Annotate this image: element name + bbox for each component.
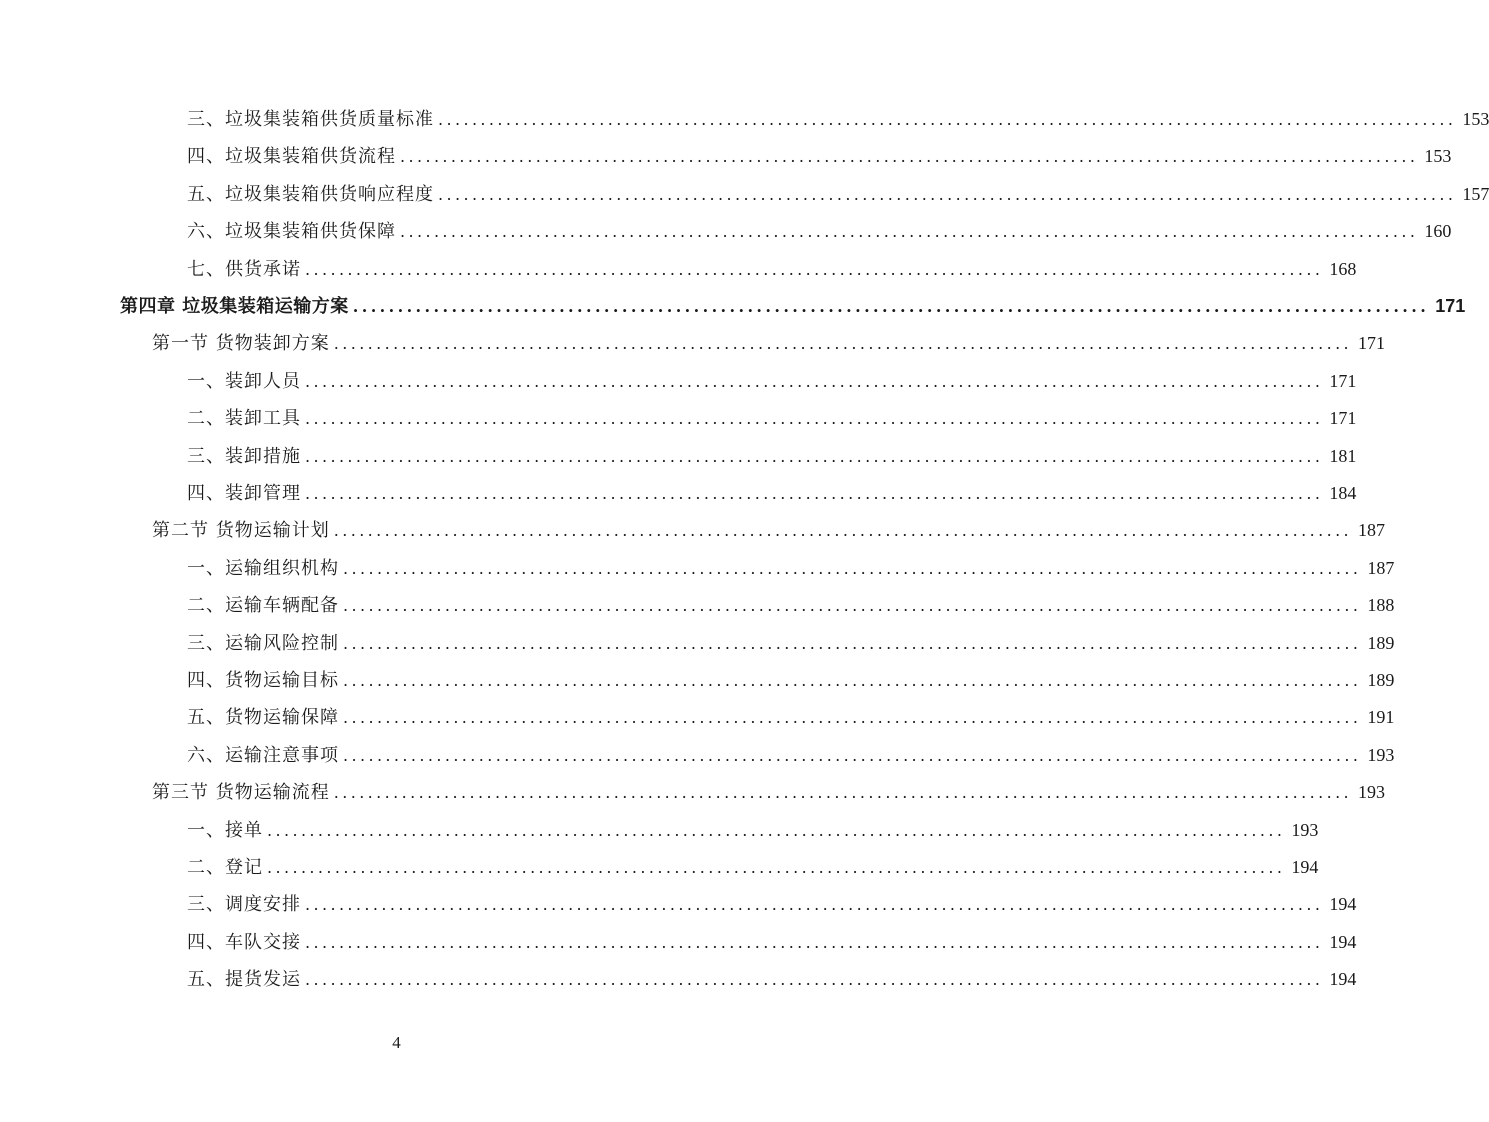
toc-subsection-entry[interactable] [187, 851, 1319, 883]
toc-entry-title: 一、接单 [187, 819, 263, 841]
toc-entry-title: 第一节 货物装卸方案 [152, 333, 330, 355]
toc-dot-leader: ........................................................................................................................ [305, 446, 1324, 466]
toc-entry-title: 四、装卸管理 [187, 483, 301, 504]
toc-dot-leader: ........................................................................................................................ [343, 671, 1362, 690]
toc-dot-leader: ........................................................................................................................ [305, 932, 1324, 952]
toc-entry-title: 七、供货承诺 [187, 258, 301, 280]
toc-entry-page: 194 [1329, 969, 1357, 990]
toc-subsection-entry[interactable] [187, 888, 1357, 920]
toc-subsection-entry[interactable] [187, 477, 1357, 509]
page-number: 4 [392, 1033, 401, 1052]
toc-subsection-entry[interactable] [187, 814, 1319, 846]
toc-entry-page: 194 [1329, 894, 1357, 915]
toc-entry-page: 191 [1367, 707, 1395, 728]
toc-entry-page: 189 [1367, 670, 1395, 690]
toc-subsection-entry[interactable] [187, 701, 1395, 733]
toc-dot-leader: ........................................................................................................................ [267, 820, 1286, 840]
toc-dot-leader: ........................................................................................................................ [343, 708, 1362, 728]
toc-entry-page: 153 [1462, 109, 1489, 129]
toc-entry-page: 171 [1358, 333, 1386, 354]
toc-entry-title: 第三节 货物运输流程 [152, 782, 330, 804]
toc-dot-leader: ........................................................................................................................ [438, 110, 1457, 129]
toc-subsection-entry[interactable] [187, 365, 1357, 397]
toc-entry-title: 三、垃圾集装箱供货质量标准 [187, 109, 434, 130]
toc-entry-page: 189 [1367, 632, 1395, 653]
toc-dot-leader: ........................................................................................................................ [305, 371, 1324, 391]
toc-entry-title: 一、运输组织机构 [187, 557, 339, 579]
toc-subsection-entry[interactable] [187, 178, 1489, 210]
toc-subsection-entry[interactable] [187, 963, 1357, 995]
toc-dot-leader: ........................................................................................................................ [352, 297, 1430, 316]
toc-subsection-entry[interactable] [187, 664, 1395, 696]
toc-subsection-entry[interactable] [187, 402, 1357, 434]
toc-dot-leader: ........................................................................................................................ [305, 259, 1324, 279]
toc-dot-leader: ........................................................................................................................ [267, 858, 1286, 877]
toc-entry-page: 188 [1367, 595, 1395, 616]
toc-entry-page: 157 [1462, 183, 1489, 204]
toc-subsection-entry[interactable] [187, 440, 1357, 472]
toc-dot-leader: ........................................................................................................................ [305, 895, 1324, 915]
toc-entry-page: 184 [1329, 483, 1357, 503]
toc-entry-title: 五、提货发运 [187, 969, 301, 991]
toc-dot-leader: ........................................................................................................................ [343, 558, 1362, 578]
toc-dot-leader: ........................................................................................................................ [438, 184, 1457, 204]
toc-dot-leader: ........................................................................................................................ [343, 596, 1362, 616]
toc-dot-leader: ........................................................................................................................ [333, 334, 1353, 354]
toc-dot-leader: ........................................................................................................................ [333, 783, 1353, 803]
toc-entry-page: 160 [1424, 221, 1452, 242]
toc-entry-page: 193 [1367, 744, 1395, 765]
toc-section-entry[interactable] [152, 776, 1386, 808]
toc-dot-leader: ........................................................................................................................ [305, 970, 1324, 990]
toc-entry-title: 三、调度安排 [187, 894, 301, 916]
toc-entry-page: 193 [1291, 819, 1319, 840]
toc-entry-title: 四、货物运输目标 [187, 670, 339, 691]
toc-entry-title: 四、垃圾集装箱供货流程 [187, 146, 396, 168]
toc-entry-title: 五、垃圾集装箱供货响应程度 [187, 183, 434, 205]
toc-entry-page: 171 [1329, 370, 1357, 391]
toc-entry-title: 六、运输注意事项 [187, 744, 339, 766]
toc-entry-page: 193 [1358, 782, 1386, 803]
toc-entry-page: 168 [1329, 258, 1357, 279]
toc-section-entry[interactable] [152, 514, 1386, 546]
toc-entry-page: 171 [1435, 296, 1466, 316]
toc-dot-leader: ........................................................................................................................ [305, 409, 1324, 429]
toc-entry-title: 第二节 货物运输计划 [152, 520, 330, 542]
toc-chapter-entry[interactable] [120, 290, 1466, 322]
toc-dot-leader: ........................................................................................................................ [343, 633, 1362, 653]
toc-entry-title: 四、车队交接 [187, 931, 301, 953]
toc-entry-page: 171 [1329, 408, 1357, 429]
toc-entry-title: 六、垃圾集装箱供货保障 [187, 221, 396, 243]
toc-entry-title: 二、装卸工具 [187, 408, 301, 430]
toc-entry-title: 一、装卸人员 [187, 370, 301, 392]
toc-subsection-entry[interactable] [187, 926, 1357, 958]
toc-dot-leader: ........................................................................................................................ [305, 484, 1324, 503]
toc-entry-title: 三、装卸措施 [187, 445, 301, 467]
toc-entry-page: 187 [1358, 520, 1386, 541]
toc-subsection-entry[interactable] [187, 589, 1395, 621]
toc-dot-leader: ........................................................................................................................ [333, 521, 1353, 541]
toc-subsection-entry[interactable] [187, 140, 1452, 172]
toc-subsection-entry[interactable] [187, 215, 1452, 247]
toc-dot-leader: ........................................................................................................................ [343, 745, 1362, 765]
toc-dot-leader: ........................................................................................................................ [400, 147, 1419, 167]
toc-entry-title: 二、运输车辆配备 [187, 595, 339, 617]
toc-section-entry[interactable] [152, 327, 1386, 359]
toc-subsection-entry[interactable] [187, 253, 1357, 285]
toc-subsection-entry[interactable] [187, 103, 1489, 135]
toc-subsection-entry[interactable] [187, 739, 1395, 771]
toc-entry-page: 187 [1367, 557, 1395, 578]
toc-entry-title: 第四章 垃圾集装箱运输方案 [120, 296, 349, 317]
toc-dot-leader: ........................................................................................................................ [400, 222, 1419, 242]
toc-entry-title: 三、运输风险控制 [187, 632, 339, 654]
toc-subsection-entry[interactable] [187, 552, 1395, 584]
toc-entry-page: 181 [1329, 445, 1357, 466]
toc-entry-page: 153 [1424, 146, 1452, 167]
toc-subsection-entry[interactable] [187, 627, 1395, 659]
toc-entry-page: 194 [1329, 931, 1357, 952]
toc-entry-page: 194 [1291, 857, 1319, 877]
toc-entry-title: 二、登记 [187, 857, 263, 878]
toc-entry-title: 五、货物运输保障 [187, 707, 339, 729]
